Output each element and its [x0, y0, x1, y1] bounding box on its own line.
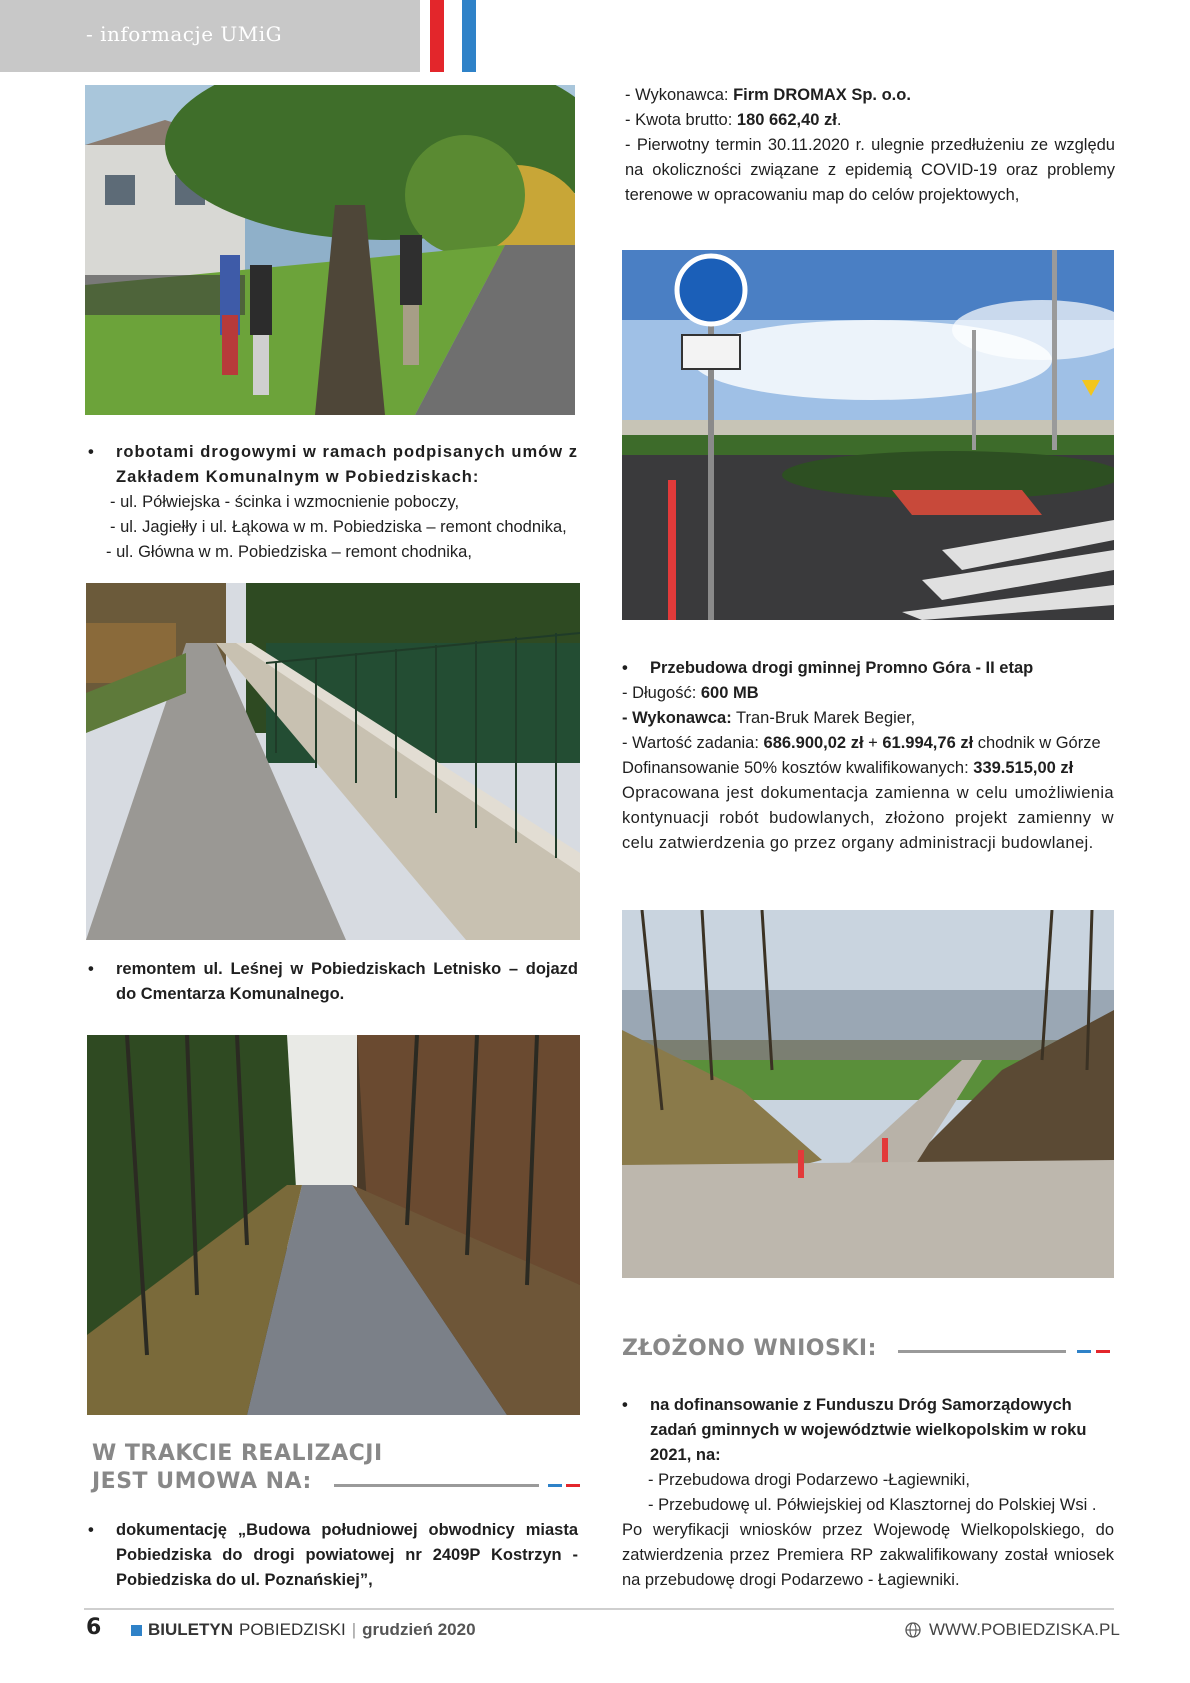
section-rule-red: [566, 1484, 580, 1487]
left-block-lesna: • remontem ul. Leśnej w Pobiedziskach Letnisko – dojazd do Cmentarza Komunalnego.: [88, 957, 578, 1007]
footer-brand: BIULETYN POBIEDZISKI | grudzień 2020: [131, 1620, 476, 1640]
header-stripe-blue: [462, 0, 476, 72]
section-rule-blue: [1077, 1350, 1091, 1353]
photo-gravel-road: [622, 910, 1114, 1278]
right-top-text: - Wykonawca: Firm DROMAX Sp. o.o. - Kwota brutto: 180 662,40 zł. - Pierwotny termin 30.11.2020 r. ulegnie przedłużeniu ze względu na okoliczności związane z epidemią COVID-19 oraz problemy terenowe w opracowaniu map do celów projektowych,: [625, 86, 1115, 204]
left-block-roadworks: • robotami drogowymi w ramach podpisanych umów z Zakładem Komunalnym w Pobiedziskach: - ul. Półwiejska - ścinka i wzmocnienie poboczy, - ul. Jagiełły i ul. Łąkowa w m. Pobiedziska – remont chodnika, - ul. Główna w m. Pobiedziska – remont chodnika,: [88, 440, 578, 565]
header-stripe-red: [430, 0, 444, 72]
photo-roundabout-sign: [622, 250, 1114, 620]
footer-rule: [84, 1608, 1114, 1610]
header-label: - informacje UMiG: [86, 22, 283, 46]
photo-men-by-tree: [85, 85, 575, 415]
photo-sidewalk-fence: [86, 583, 580, 940]
bullet: •: [88, 443, 94, 461]
bullet: •: [88, 960, 94, 978]
section-rule-blue: [548, 1484, 562, 1487]
brand-square-icon: [131, 1625, 142, 1636]
section-rule-red: [1096, 1350, 1110, 1353]
photo-forest-road: [87, 1035, 580, 1415]
bullet: •: [88, 1521, 94, 1539]
page-number: 6: [86, 1615, 102, 1640]
section-rule: [898, 1350, 1066, 1353]
section-rule: [334, 1484, 539, 1487]
bullet: •: [622, 659, 628, 677]
section-title-realizacja: W TRAKCIE REALIZACJI JEST UMOWA NA:: [92, 1441, 383, 1494]
header-stripe-white: [446, 0, 460, 72]
wnioski-text: • na dofinansowanie z Funduszu Dróg Samorządowych zadań gminnych w województwie wielkopolskim w roku 2021, na: - Przebudowa drogi Podarzewo -Łagiewniki, - Przebudowę ul. Półwiejskiej od Klasztornej do Polskiej Wsi . Po weryfikacji wniosków przez Wojewodę Wielkopolskiego, do zatwierdzenia przez Premiera RP zakwalifikowany został wniosek na przebudowę drogi Podarzewo - Łagiewniki.: [622, 1393, 1114, 1593]
bullet: •: [622, 1396, 628, 1414]
footer-website[interactable]: WWW.POBIEDZISKA.PL: [905, 1620, 1120, 1640]
right-block-promno: • Przebudowa drogi gminnej Promno Góra - II etap - Długość: 600 MB - Wykonawca: Tran-Bruk Marek Begier, - Wartość zadania: 686.900,02 zł + 61.994,76 zł chodnik w Górze Dofinansowanie 50% kosztów kwalifikowanych: 339.515,00 zł Opracowana jest dokumentacja zamienna w celu umożliwienia kontynuacji robót budowlanych, złożono projekt zamienny w celu zatwierdzenia go przez organy administracji budowlanej.: [622, 656, 1114, 856]
globe-icon: [905, 1622, 921, 1638]
realizacja-text: • dokumentację „Budowa południowej obwodnicy miasta Pobiedziska do drogi powiatowej nr 2409P Kostrzyn - Pobiedziska do ul. Poznańskiej”,: [88, 1518, 578, 1593]
section-title-wnioski: ZŁOŻONO WNIOSKI:: [622, 1336, 877, 1361]
